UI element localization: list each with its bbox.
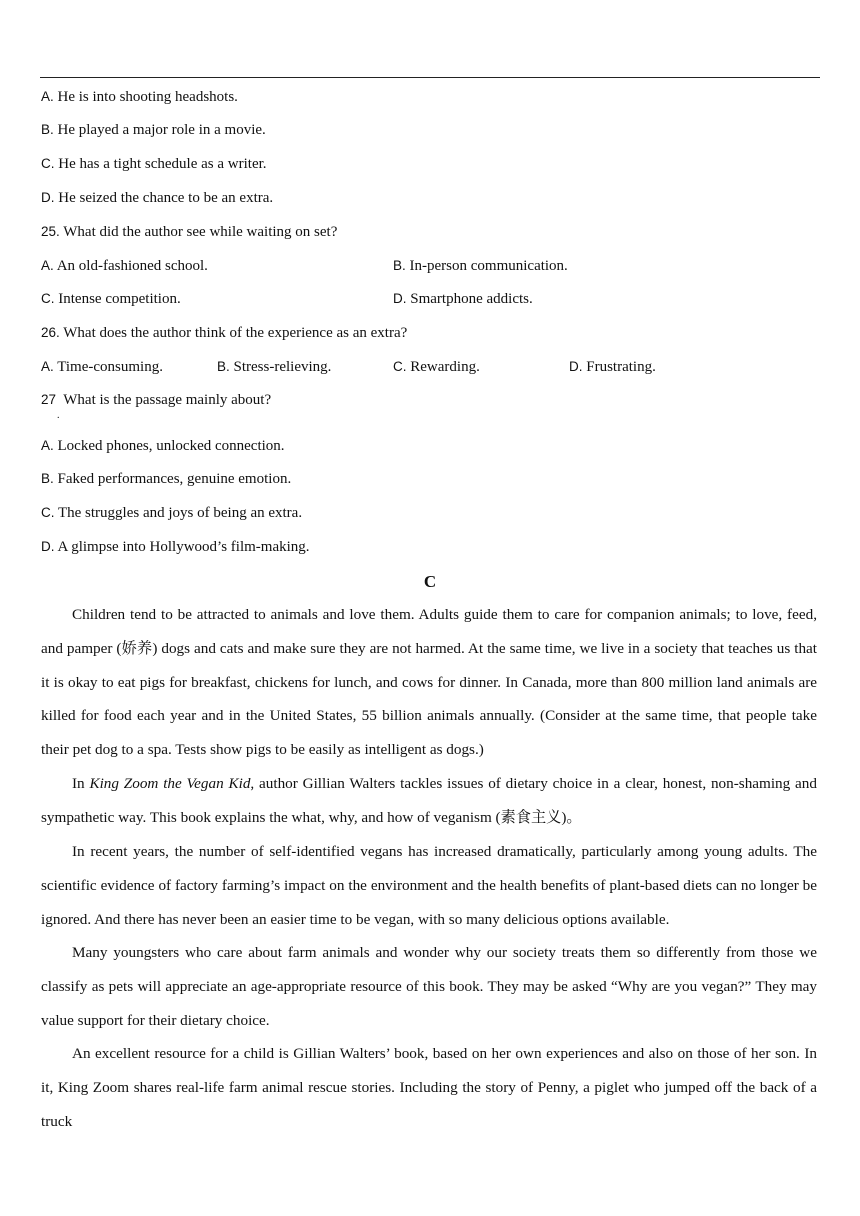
book-title: King Zoom the Vegan Kid: [89, 775, 251, 792]
q25-option-d: D. Smartphone addicts.: [393, 291, 533, 307]
paragraph-4: Many youngsters who care about farm animals and wonder why our society treats them so differently from those we classify as pets will appreciate an age-appropriate resource of this book. They may be asked “Why are you vegan?” They may value support for their dietary choice.: [41, 944, 817, 1029]
q27-option-c: C. The struggles and joys of being an extra.: [41, 505, 303, 521]
q25-option-a: A. An old-fashioned school.: [41, 258, 208, 274]
q25-option-b: B. In-person communication.: [393, 258, 568, 274]
header-rule: [40, 77, 820, 78]
q26-option-d: D. Frustrating.: [569, 359, 656, 375]
q27-option-b: B. Faked performances, genuine emotion.: [41, 471, 292, 487]
section-title: C: [423, 572, 437, 591]
q27-option-a: A. Locked phones, unlocked connection.: [41, 438, 285, 454]
q26-option-b: B. Stress-relieving.: [217, 359, 332, 375]
q26-option-a: A. Time-consuming.: [41, 359, 163, 375]
q24-option-b: B. He played a major role in a movie.: [41, 122, 266, 138]
q27-question: 27 What is the passage mainly about?: [41, 392, 272, 408]
q27-stray-dot: .: [57, 410, 60, 421]
paragraph-1: Children tend to be attracted to animals and love them. Adults guide them to care for companion animals; to love, feed, and pamper (娇养) dogs and cats and make sure they are not harmed. At the same time, we live in a society that teaches us that it is okay to eat pigs for breakfast, chickens for lunch, and cows for dinner. In Canada, more than 800 million land animals are killed for food each year and in the United States, 55 billion animals annually. (Consider at the same time, that people take their pet dog to a spa. Tests show pigs to be easily as intelligent as dogs.): [41, 606, 817, 759]
paragraph-3: In recent years, the number of self-identified vegans has increased dramatically, particularly among young adults. The scientific evidence of factory farming’s impact on the environment and the health benefits of plant-based diets can no longer be ignored. And there has never been an easier time to be vegan, with so many delicious options available.: [41, 843, 817, 928]
paragraph-5: An excellent resource for a child is Gillian Walters’ book, based on her own experiences and also on those of her son. In it, King Zoom shares real-life farm animal rescue stories. Including the story of Penny, a piglet who jumped off the back of a truck: [41, 1045, 817, 1130]
q26-question: 26. What does the author think of the experience as an extra?: [41, 325, 408, 341]
q24-option-c: C. He has a tight schedule as a writer.: [41, 156, 267, 172]
q25-option-c: C. Intense competition.: [41, 291, 181, 307]
q24-option-d: D. He seized the chance to be an extra.: [41, 190, 274, 206]
q25-question: 25. What did the author see while waiting on set?: [41, 224, 338, 240]
paragraph-2: In King Zoom the Vegan Kid, author Gillian Walters tackles issues of dietary choice in a clear, honest, non-shaming and sympathetic way. This book explains the what, why, and how of veganism (素食主义)。: [41, 775, 817, 826]
q27-option-d: D. A glimpse into Hollywood’s film-making.: [41, 539, 310, 555]
q26-option-c: C. Rewarding.: [393, 359, 480, 375]
q24-option-a: A. He is into shooting headshots.: [41, 89, 238, 105]
